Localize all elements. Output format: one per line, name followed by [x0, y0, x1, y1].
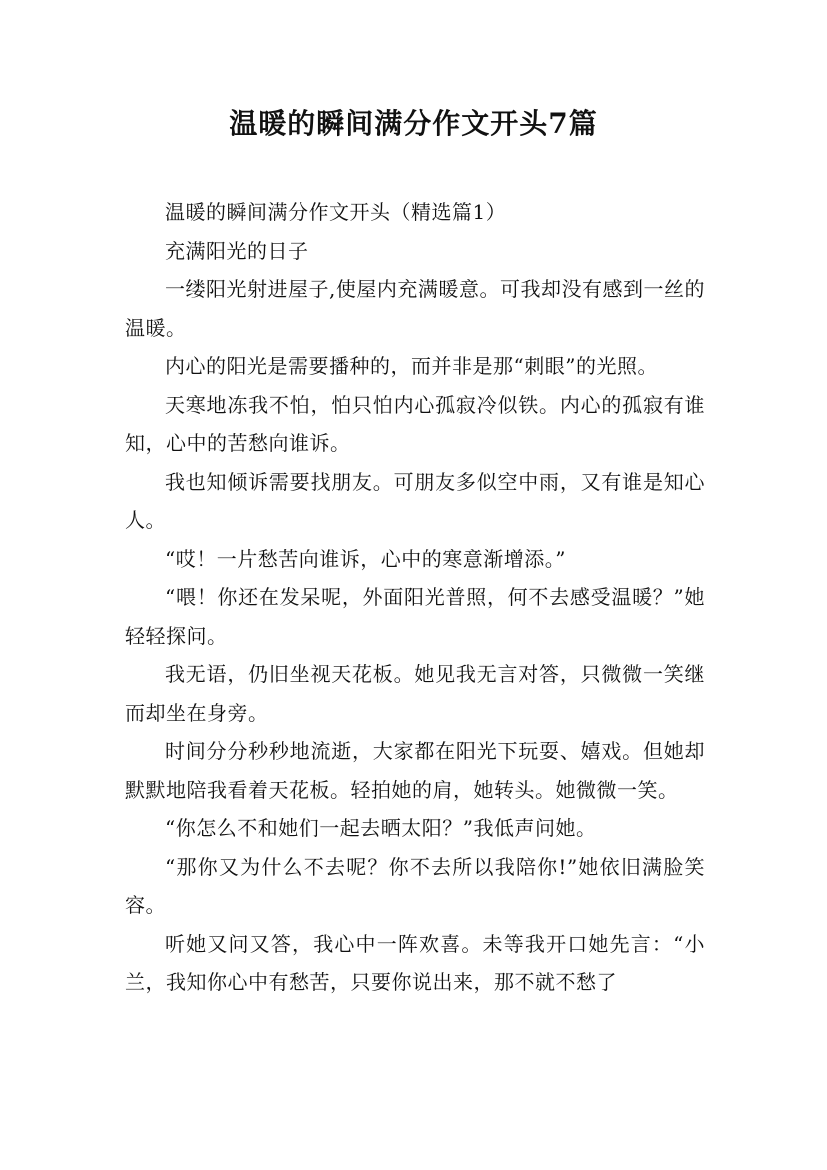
document-body	[125, 193, 705, 1002]
paragraph: 一缕阳光射进屋子,使屋内充满暖意。可我却没有感到一丝的温暖。	[125, 277, 705, 340]
paragraph: 天寒地冻我不怕，怕只怕内心孤寂冷似铁。内心的孤寂有谁知，心中的苦愁向谁诉。	[125, 392, 705, 455]
paragraph: 我无语，仍旧坐视天花板。她见我无言对答，只微微一笑继而却坐在身旁。	[125, 662, 705, 725]
paragraph: 时间分分秒秒地流逝，大家都在阳光下玩耍、嬉戏。但她却默默地陪我看着天花板。轻拍她的肩，她转头。她微微一笑。	[125, 739, 705, 802]
paragraph: 我也知倾诉需要找朋友。可朋友多似空中雨，又有谁是知心人。	[125, 469, 705, 532]
document-title: 温暖的瞬间满分作文开头7篇	[229, 107, 598, 140]
paragraph: “哎！一片愁苦向谁诉，心中的寒意渐增添。”	[165, 546, 566, 571]
paragraph-section-heading: 温暖的瞬间满分作文开头（精选篇1）	[165, 200, 507, 224]
paragraph: 内心的阳光是需要播种的，而并非是那“刺眼”的光照。	[165, 354, 658, 378]
paragraph: “你怎么不和她们一起去晒太阳？”我低声问她。	[165, 816, 597, 840]
paragraph: 听她又问又答，我心中一阵欢喜。未等我开口她先言：“小兰，我知你心中有愁苦，只要你说出来，那不就不愁了	[125, 931, 705, 994]
paragraph-essay-title: 充满阳光的日子	[165, 238, 309, 263]
paragraph: “那你又为什么不去呢？你不去所以我陪你!”她依旧满脸笑容。	[125, 854, 705, 917]
paragraph: “喂！你还在发呆呢，外面阳光普照，何不去感受温暖？”她轻轻探问。	[125, 585, 705, 648]
